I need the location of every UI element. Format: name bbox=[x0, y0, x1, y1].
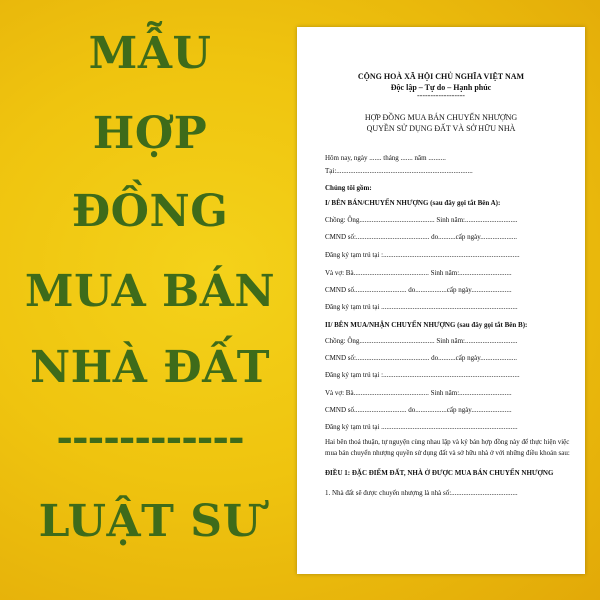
section-b-heading: II/ BÊN MUA/NHẬN CHUYỂN NHƯỢNG (sau đây gọi tắt Bên B): bbox=[325, 321, 528, 329]
party-a-wife: Và vợ: Bà........................................... Sinh năm:.............................. bbox=[325, 269, 512, 277]
section-a-heading: I/ BÊN BÁN/CHUYỂN NHƯỢNG (sau đây gọi tắt Bên A): bbox=[325, 199, 501, 207]
title-line-5: NHÀ ĐẤT bbox=[29, 342, 271, 393]
article-1-item-1: 1. Nhà đất sẽ được chuyển nhượng là nhà số:...................................... bbox=[325, 489, 518, 497]
contract-document bbox=[297, 27, 585, 574]
article-1-heading: ĐIỀU 1: ĐẶC ĐIỂM ĐẤT, NHÀ Ở ĐƯỢC MUA BÁN CHUYỂN NHƯỢNG bbox=[325, 469, 554, 477]
header-rule: ------------------ bbox=[417, 91, 465, 100]
title-divider: ------------ bbox=[56, 414, 244, 461]
national-header: CỘNG HOÀ XÃ HỘI CHỦ NGHĨA VIỆT NAM bbox=[357, 72, 525, 81]
party-a-wife-residence: Đăng ký tạm trú tại .............................................................................. bbox=[325, 303, 518, 311]
party-a-residence: Đăng ký tạm trú tại :.............................................................................. bbox=[325, 251, 520, 259]
party-b-husband: Chồng: Ông........................................... Sinh năm:.............................. bbox=[325, 337, 518, 345]
place-line: Tại:.............................................................................. bbox=[325, 167, 473, 175]
party-b-residence: Đăng ký tạm trú tại :.............................................................................. bbox=[325, 371, 520, 379]
parties-heading: Chúng tôi gồm: bbox=[325, 184, 372, 192]
agreement-paragraph: Hai bên thoả thuận, tự nguyện cùng nhau lập và ký bản hợp đồng này để thực hiện việc mua bán chuyển nhượng quyền sử dụng đất và sở hữu nhà ở với những điều khoản sau: bbox=[325, 438, 570, 457]
title-line-4: MUA BÁN bbox=[24, 266, 276, 317]
document-title-2: QUYỀN SỬ DỤNG ĐẤT VÀ SỞ HỮU NHÀ bbox=[366, 124, 516, 133]
national-motto: Độc lập – Tự do – Hạnh phúc bbox=[390, 83, 492, 92]
party-a-husband-id: CMND số:.......................................... do..........cấp ngày..................... bbox=[325, 233, 518, 241]
party-b-wife: Và vợ: Bà........................................... Sinh năm:.............................. bbox=[325, 389, 512, 397]
party-a-husband: Chồng: Ông........................................... Sinh năm:.............................. bbox=[325, 216, 518, 224]
date-line: Hôm nay, ngày ....... tháng ....... năm .......... bbox=[325, 154, 446, 162]
title-line-2: HỢP bbox=[92, 108, 208, 159]
party-b-husband-id: CMND số:.......................................... do..........cấp ngày..................... bbox=[325, 354, 518, 362]
party-b-wife-id: CMND số.............................. do..................cấp ngày....................... bbox=[325, 406, 512, 414]
document-title-1: HỢP ĐỒNG MUA BÁN CHUYỂN NHƯỢNG bbox=[364, 113, 518, 122]
title-line-6: LUẬT SƯ bbox=[38, 496, 262, 547]
title-line-1: MẪU bbox=[88, 28, 212, 79]
title-line-3: ĐỒNG bbox=[71, 186, 229, 237]
party-a-wife-id: CMND số.............................. do..................cấp ngày....................... bbox=[325, 286, 512, 294]
party-b-wife-residence: Đăng ký tạm trú tại .............................................................................. bbox=[325, 423, 518, 431]
